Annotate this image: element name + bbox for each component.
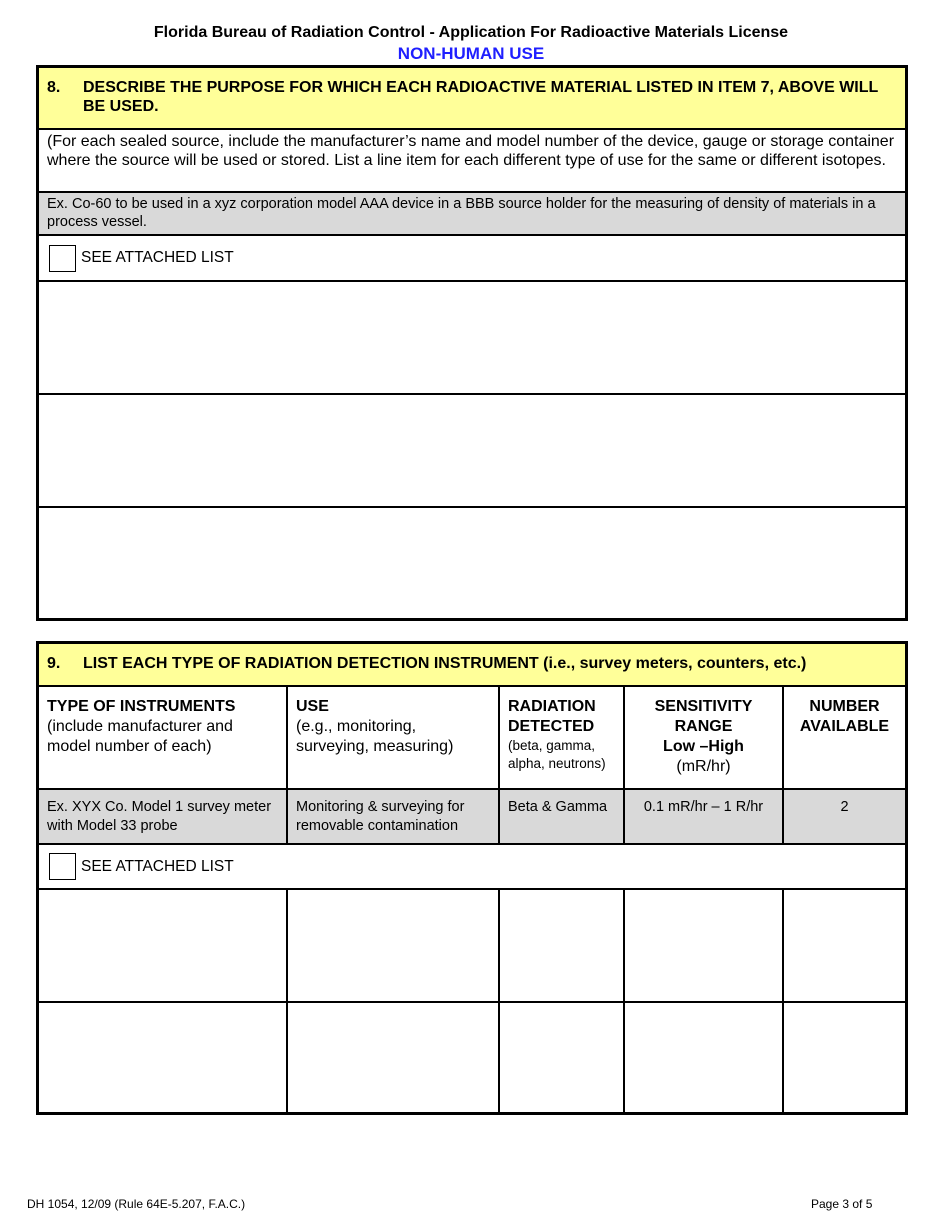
entry-type-field[interactable] bbox=[39, 890, 288, 1001]
entry-number-field[interactable] bbox=[784, 890, 905, 1001]
section-9-entry-row-1 bbox=[39, 890, 905, 1003]
example-type: Ex. XYX Co. Model 1 survey meter with Model 33 probe bbox=[39, 790, 288, 843]
example-use: Monitoring & surveying for removable contamination bbox=[288, 790, 500, 843]
column-header-use: USE (e.g., monitoring, surveying, measuring) bbox=[288, 687, 500, 788]
entry-radiation-field[interactable] bbox=[500, 1003, 625, 1112]
section-9 bbox=[36, 641, 908, 1115]
section-8-attached-row bbox=[39, 236, 905, 282]
section-9-attached-checkbox[interactable] bbox=[49, 853, 76, 880]
section-9-entry-row-2 bbox=[39, 1003, 905, 1112]
page-subtitle: NON-HUMAN USE bbox=[397, 44, 545, 63]
page-title: Florida Bureau of Radiation Control - Application For Radioactive Materials License bbox=[153, 24, 789, 41]
section-8-entry-row-3[interactable] bbox=[39, 508, 905, 618]
entry-sensitivity-field[interactable] bbox=[625, 1003, 784, 1112]
entry-radiation-field[interactable] bbox=[500, 890, 625, 1001]
entry-type-field[interactable] bbox=[39, 1003, 288, 1112]
section-8-heading bbox=[39, 68, 905, 130]
section-9-attached-label: SEE ATTACHED LIST bbox=[81, 857, 234, 875]
section-8-entry-row-1[interactable] bbox=[39, 282, 905, 395]
section-9-number: 9. bbox=[47, 655, 61, 672]
section-8-instructions: (For each sealed source, include the manufacturer’s name and model number of the device, gauge or storage container where the source will be used or stored. List a line item for each different type of use for the same or different isotopes. bbox=[39, 130, 905, 193]
section-8-entry-row-2[interactable] bbox=[39, 395, 905, 508]
column-header-type: TYPE OF INSTRUMENTS (include manufacturer and model number of each) bbox=[39, 687, 288, 788]
section-9-attached-row bbox=[39, 845, 905, 890]
entry-number-field[interactable] bbox=[784, 1003, 905, 1112]
entry-use-field[interactable] bbox=[288, 1003, 500, 1112]
section-8-number: 8. bbox=[47, 79, 61, 96]
entry-use-field[interactable] bbox=[288, 890, 500, 1001]
entry-sensitivity-field[interactable] bbox=[625, 890, 784, 1001]
section-8-attached-label: SEE ATTACHED LIST bbox=[81, 249, 234, 266]
column-header-radiation: RADIATION DETECTED (beta, gamma, alpha, neutrons) bbox=[500, 687, 625, 788]
section-9-header-row bbox=[39, 687, 905, 790]
footer-page-number: Page 3 of 5 bbox=[811, 1197, 873, 1211]
section-9-example-row bbox=[39, 790, 905, 845]
example-radiation: Beta & Gamma bbox=[500, 790, 625, 843]
example-number: 2 bbox=[840, 799, 849, 815]
column-header-sensitivity: SENSITIVITY RANGE Low –High (mR/hr) bbox=[625, 687, 784, 788]
footer-form-id: DH 1054, 12/09 (Rule 64E-5.207, F.A.C.) bbox=[27, 1197, 246, 1211]
section-8-example: Ex. Co-60 to be used in a xyz corporation model AAA device in a BBB source holder for the measuring of density of materials in a process vessel. bbox=[39, 193, 905, 236]
section-8 bbox=[36, 65, 908, 621]
section-8-attached-checkbox[interactable] bbox=[49, 245, 76, 272]
section-8-title: DESCRIBE THE PURPOSE FOR WHICH EACH RADIOACTIVE MATERIAL LISTED IN ITEM 7, ABOVE WILL BE USED. bbox=[83, 79, 878, 115]
example-sensitivity: 0.1 mR/hr – 1 R/hr bbox=[625, 790, 784, 843]
section-9-title: LIST EACH TYPE OF RADIATION DETECTION INSTRUMENT (i.e., survey meters, counters, etc.) bbox=[83, 655, 807, 672]
section-9-heading bbox=[39, 644, 905, 687]
column-header-number: NUMBER AVAILABLE bbox=[799, 698, 890, 735]
